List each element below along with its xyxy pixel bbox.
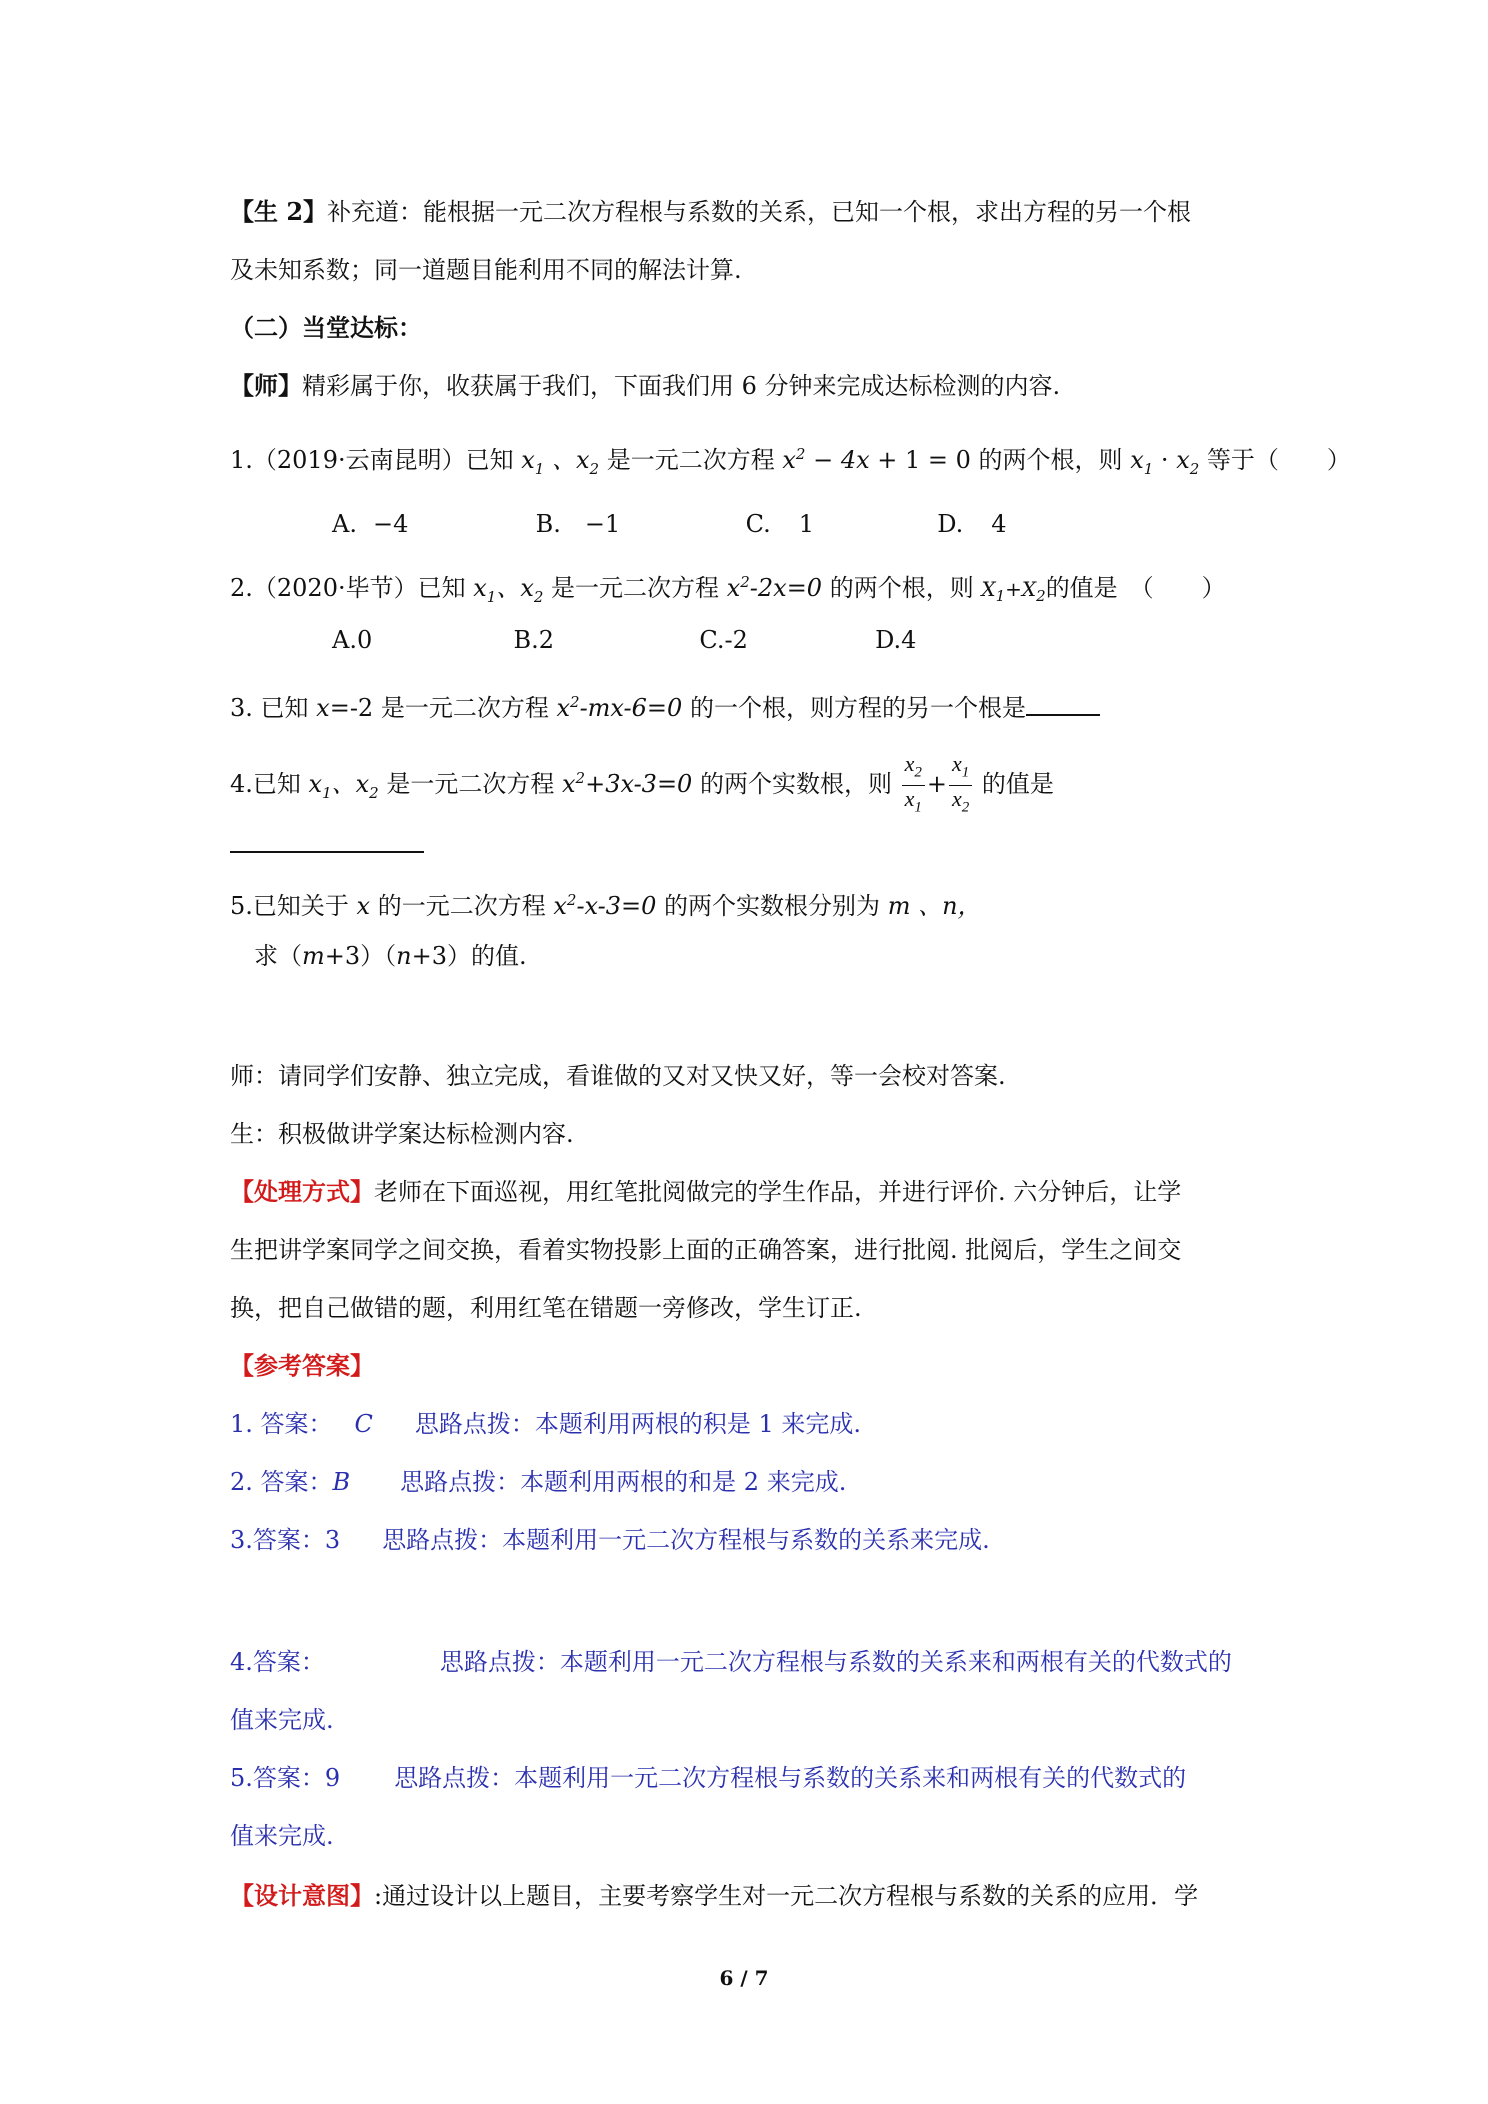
- q3-mid: 是一元二次方程: [373, 694, 557, 722]
- q2-sum: $X_1+X_2$: [981, 577, 1046, 605]
- q1-option-b: B.: [535, 510, 561, 538]
- q5-n: n: [396, 942, 412, 970]
- q1-lead: 1.（2019·云南昆明）已知: [230, 446, 514, 474]
- teacher-line: 师：请同学们安静、独立完成，看谁做的又对又快又好，等一会校对答案.: [230, 1062, 1006, 1090]
- q1-value-b: −1: [584, 510, 621, 538]
- q5-x2: $x^2$: [553, 891, 577, 920]
- q2-options: [332, 624, 916, 656]
- question-4: 4.已知 $x_1$、$x_2$ 是一元二次方程 $x^2+3x-3=0$ 的两个实数根，则 $\frac{x_2}{x_1}$ + $\frac{x_1}{x_2}$ 的值是: [230, 748, 1054, 823]
- answer-2: [230, 1466, 846, 1498]
- student2-text-1: 补充道：能根据一元二次方程根与系数的关系，已知一个根，求出方程的另一个根: [327, 198, 1192, 226]
- answer-4-hint: 思路点拨：本题利用一元二次方程根与系数的关系来和两根有关的代数式的: [439, 1648, 1232, 1676]
- answer-1-value: C: [354, 1410, 373, 1438]
- q4-fraction-2: $\frac{x_1}{x_2}$: [949, 751, 972, 821]
- q5-m: m: [302, 942, 325, 970]
- q1-value-a: −4: [372, 510, 409, 538]
- answer-3-value: 3: [324, 1526, 341, 1554]
- q5-plus3-a: +3）（: [324, 942, 397, 970]
- q4-fraction-1: $\frac{x_2}{x_1}$: [902, 751, 925, 821]
- question-1: [230, 438, 1351, 485]
- q4-end: 的值是: [981, 770, 1054, 798]
- q5-x: x: [356, 892, 371, 920]
- answer-2-hint: 思路点拨：本题利用两根的和是 2 来完成.: [400, 1468, 847, 1496]
- answer-4-cont: 值来完成.: [230, 1706, 334, 1734]
- q2-mid2: 的两个根，则: [822, 574, 982, 602]
- q3-value: =-2: [329, 694, 374, 722]
- question-3: [230, 686, 1100, 724]
- q4-mid: 是一元二次方程: [378, 770, 562, 798]
- q1-option-a: A.: [332, 510, 357, 538]
- paragraph-student2-line1: [230, 196, 1191, 228]
- answer-3-label: 3.答案：: [230, 1526, 325, 1554]
- teacher-intro: [230, 370, 1060, 402]
- q1-mid2: 的两个根，则: [978, 446, 1123, 474]
- paragraph-student2-line2: [230, 254, 742, 286]
- process-text-1: 老师在下面巡视，用红笔批阅做完的学生作品，并进行评价. 六分钟后，让学: [374, 1178, 1182, 1206]
- q2-option-a: A.0: [332, 626, 373, 654]
- design-text: :通过设计以上题目，主要考察学生对一元二次方程根与系数的关系的应用．学: [374, 1882, 1199, 1910]
- q2-end: 的值是 （ ）: [1045, 574, 1226, 602]
- answer-5: [230, 1762, 1186, 1794]
- q4-lead: 4.已知: [230, 770, 309, 798]
- q2-roots: $x_1$、$x_2$: [473, 574, 544, 606]
- question-5-line2: [254, 940, 527, 972]
- answer-5-label: 5.答案：: [230, 1764, 325, 1792]
- q3-end: 的一个根，则方程的另一个根是: [682, 694, 1026, 722]
- q1-mid1: 是一元二次方程: [606, 446, 775, 474]
- q2-lead: 2.（2020·毕节）已知: [230, 574, 474, 602]
- q5-mid: 的一元二次方程: [370, 892, 554, 920]
- reference-answer-label: 【参考答案】: [230, 1351, 374, 1380]
- q2-option-d: D.4: [875, 626, 917, 654]
- q3-x2: $x^2$: [556, 693, 580, 722]
- q3-x: x: [316, 694, 330, 722]
- design-label: 【设计意图】: [230, 1881, 374, 1910]
- answer-4: [230, 1646, 1232, 1678]
- student-line: 生：积极做讲学案达标检测内容.: [230, 1120, 574, 1148]
- q5-equation: -x-3=0: [576, 892, 657, 920]
- q4-equation: +3x-3=0: [585, 770, 693, 798]
- question-5: [230, 884, 982, 922]
- q4-answer-blank: [230, 851, 424, 853]
- q2-option-b: B.2: [513, 626, 555, 654]
- q3-answer-blank: [1026, 714, 1100, 716]
- page-number: 6 / 7: [719, 1966, 769, 1990]
- question-2: [230, 566, 1226, 613]
- q5-ask: 求（: [254, 942, 302, 970]
- q2-x2: $x^2$: [726, 573, 750, 602]
- teacher-prefix: 【师】: [230, 371, 302, 400]
- q4-x2: $x^2$: [561, 769, 586, 798]
- teacher-intro-text: 精彩属于你，收获属于我们，下面我们用 6 分钟来完成达标检测的内容.: [302, 372, 1061, 400]
- q3-equation: -mx-6=0: [579, 694, 683, 722]
- q3-lead: 3. 已知: [230, 694, 317, 722]
- q1-equation: $x^2 - 4x + 1 = 0$: [782, 445, 971, 474]
- q4-roots: $x_1$、$x_2$: [308, 770, 379, 802]
- q1-product: $x_1 \cdot x_2$: [1130, 446, 1200, 478]
- answer-1: [230, 1408, 861, 1440]
- answer-3: [230, 1524, 990, 1556]
- q5-mid2: 的两个实数根分别为: [656, 892, 888, 920]
- q2-option-c: C.-2: [699, 626, 748, 654]
- answer-1-hint: 思路点拨：本题利用两根的积是 1 来完成.: [414, 1410, 862, 1438]
- q2-equation: -2x=0: [749, 574, 823, 602]
- answer-5-value: 9: [324, 1764, 341, 1792]
- q1-option-c: C.: [745, 510, 771, 538]
- answer-5-cont: 值来完成.: [230, 1822, 334, 1850]
- process-line-1: [230, 1176, 1181, 1208]
- q1-value-d: 4: [991, 510, 1007, 538]
- q2-mid1: 是一元二次方程: [543, 574, 727, 602]
- answer-3-hint: 思路点拨：本题利用一元二次方程根与系数的关系来完成.: [382, 1526, 990, 1554]
- q1-options: [332, 508, 1007, 540]
- q1-option-d: D.: [937, 510, 964, 538]
- answer-1-label: 1. 答案：: [230, 1410, 333, 1438]
- q5-plus3-b: +3）的值.: [411, 942, 527, 970]
- process-line-2: 生把讲学案同学之间交换，看着实物投影上面的正确答案，进行批阅. 批阅后，学生之间交: [230, 1236, 1182, 1264]
- student2-prefix: 【生 2】: [230, 197, 328, 226]
- q1-roots: $x_1$ 、$x_2$: [521, 446, 600, 478]
- section-title: （二）当堂达标：: [230, 313, 422, 342]
- process-label: 【处理方式】: [230, 1177, 374, 1206]
- answer-2-label: 2. 答案：: [230, 1468, 333, 1496]
- q4-mid2: 的两个实数根，则: [692, 770, 892, 798]
- q5-lead: 5.已知关于: [230, 892, 357, 920]
- q5-roots: m 、n，: [887, 892, 982, 920]
- student2-text-2: 及未知系数；同一道题目能利用不同的解法计算.: [230, 256, 742, 284]
- answer-5-hint: 思路点拨：本题利用一元二次方程根与系数的关系来和两根有关的代数式的: [394, 1764, 1187, 1792]
- answer-4-label: 4.答案：: [230, 1648, 325, 1676]
- process-line-3: 换，把自己做错的题，利用红笔在错题一旁修改，学生订正.: [230, 1294, 862, 1322]
- q1-end: 等于（ ）: [1206, 446, 1351, 474]
- q1-value-c: 1: [798, 510, 814, 538]
- design-intent: [230, 1880, 1198, 1912]
- answer-2-value: B: [332, 1468, 351, 1496]
